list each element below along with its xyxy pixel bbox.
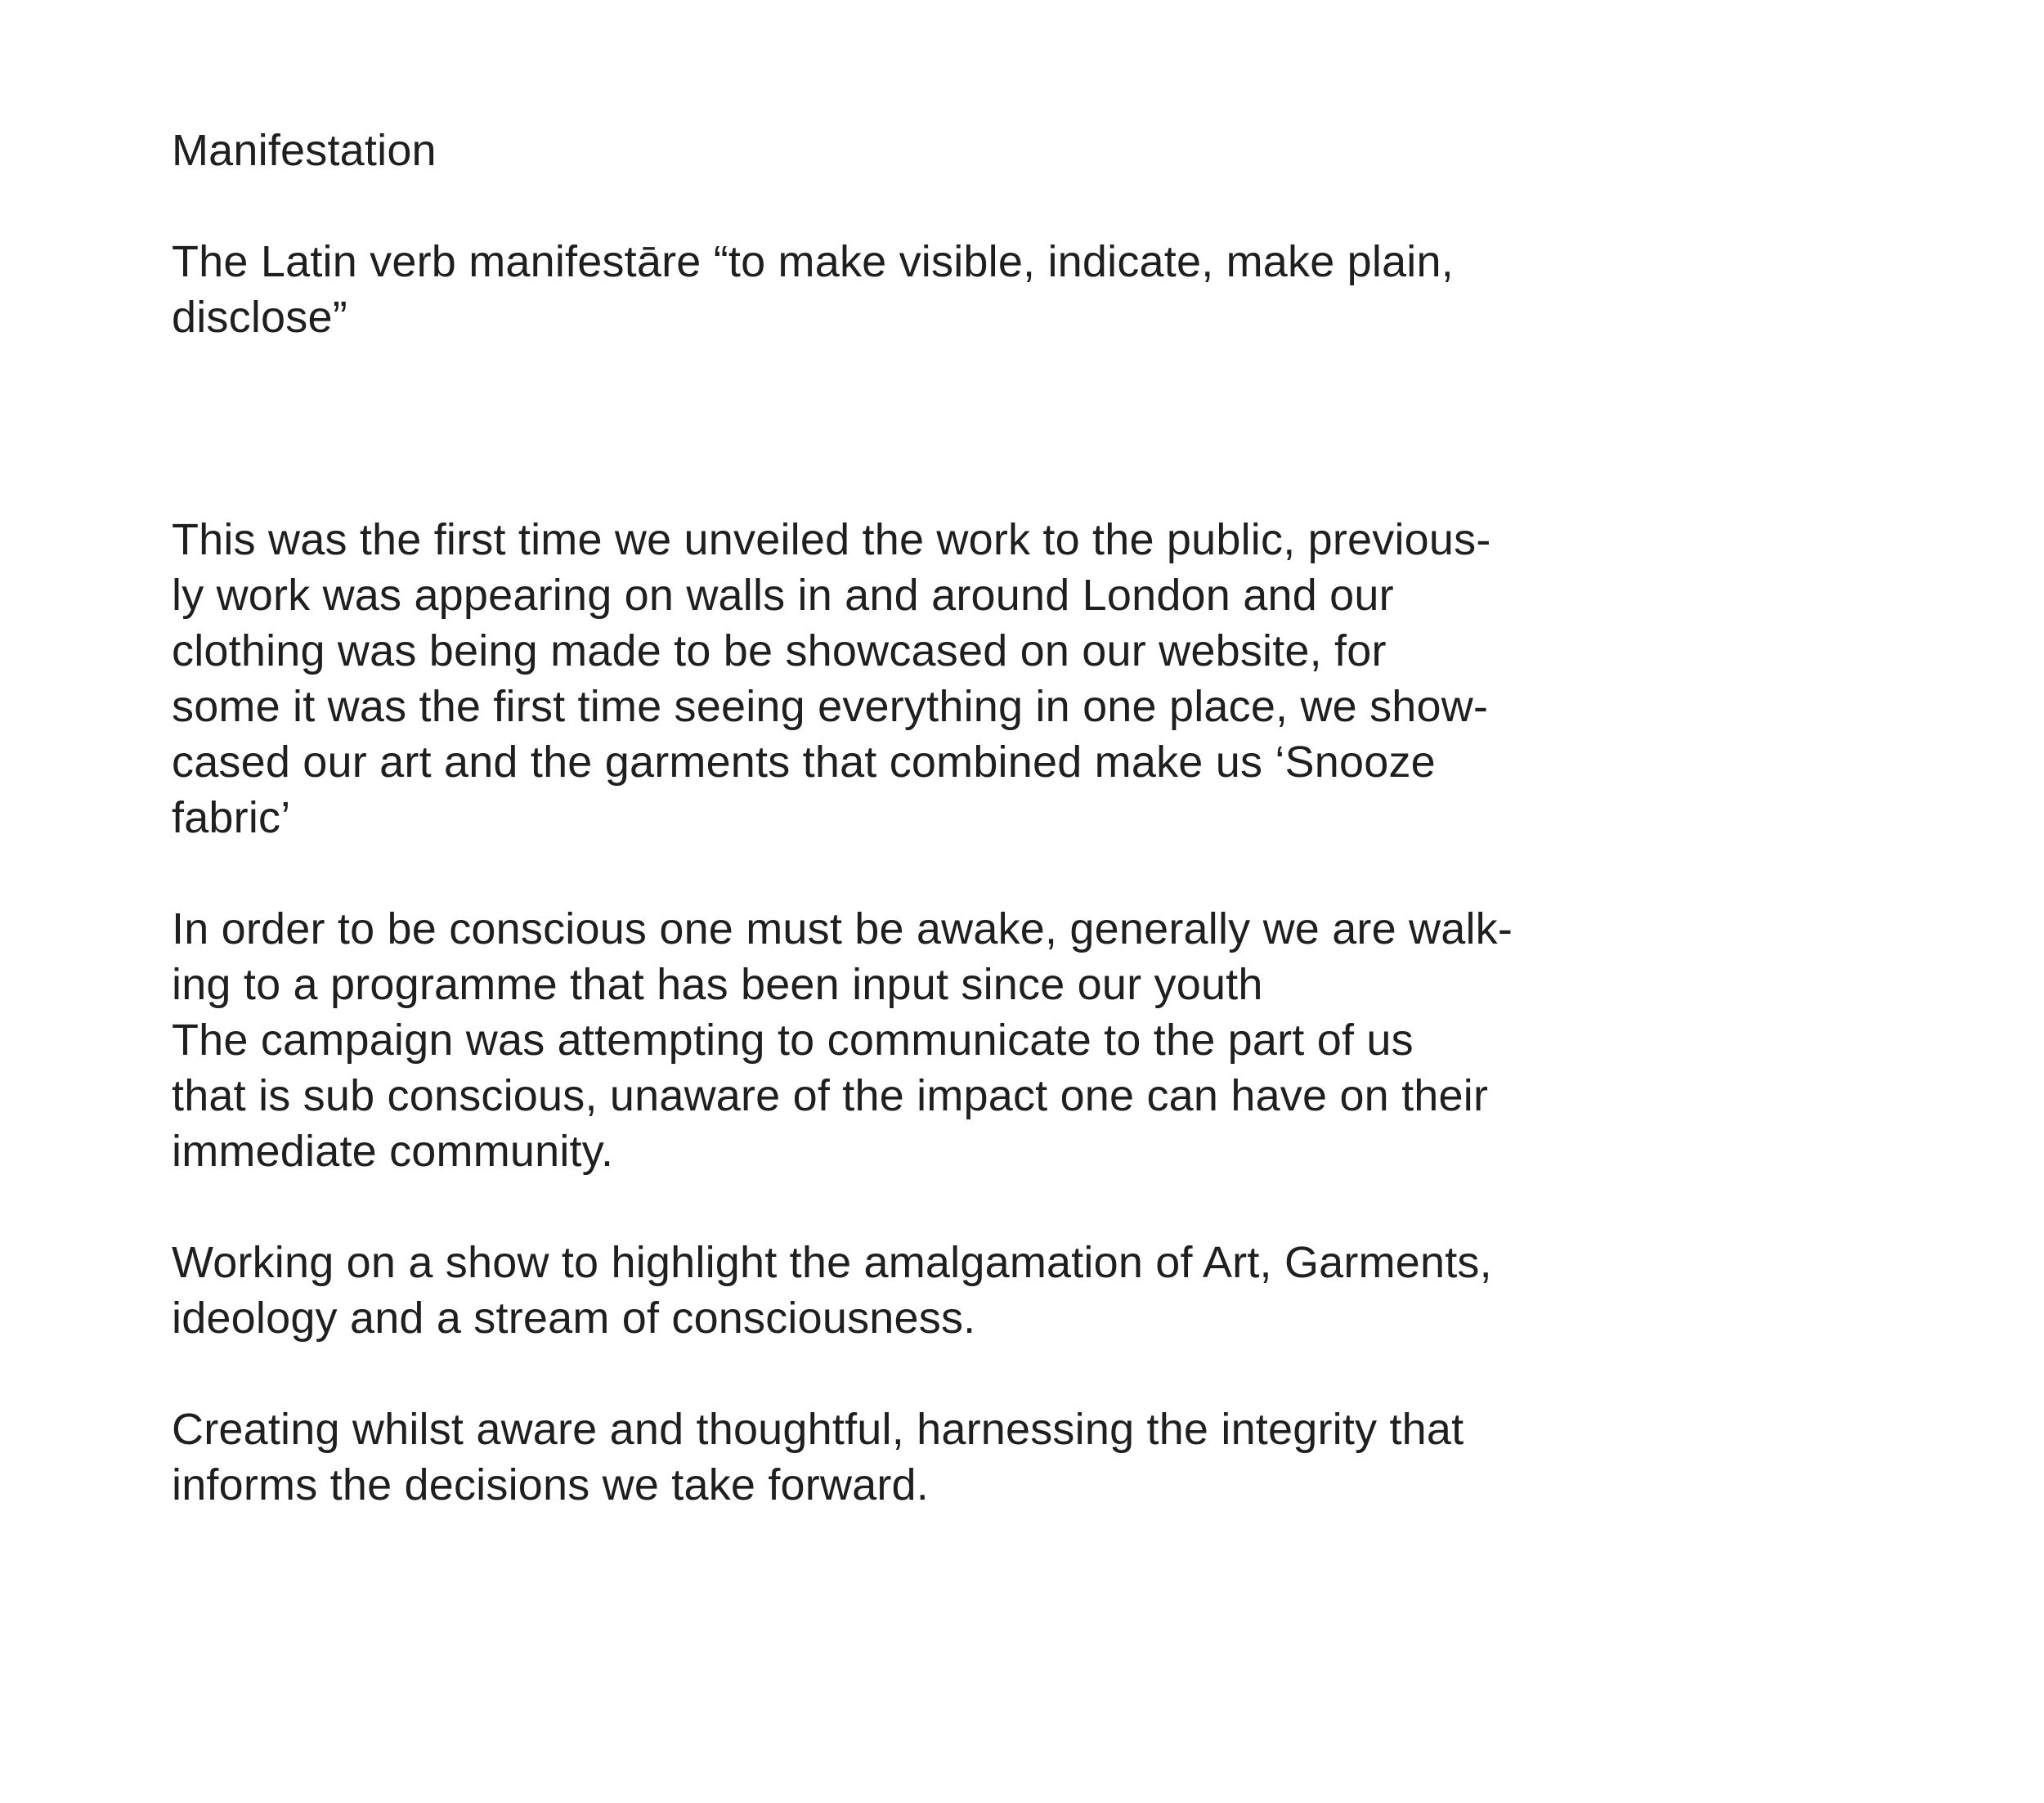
text-column: [172, 123, 1611, 1568]
paragraph-line: ly work was appearing on walls in and around London and our: [172, 571, 1394, 620]
paragraph-line: The campaign was attempting to communicate to the part of us: [172, 1016, 1414, 1065]
paragraph-line: This was the first time we unveiled the work to the public, previous-: [172, 515, 1491, 564]
paragraph-creating: [172, 1402, 1611, 1513]
paragraph-line: that is sub conscious, unaware of the impact one can have on their: [172, 1071, 1489, 1120]
paragraph-line: In order to be conscious one must be awake, generally we are walk-: [172, 904, 1513, 953]
paragraph-line: informs the decisions we take forward.: [172, 1460, 929, 1509]
paragraph-line: Creating whilst aware and thoughtful, harnessing the integrity that: [172, 1405, 1464, 1454]
paragraph-line: some it was the first time seeing everything in one place, we show-: [172, 682, 1489, 731]
paragraph-line: cased our art and the garments that combined make us ‘Snooze: [172, 738, 1436, 787]
etymology-line: disclose”: [172, 293, 347, 342]
paragraph-line: ideology and a stream of consciousness.: [172, 1294, 976, 1343]
paragraph-line: fabric’: [172, 793, 291, 842]
etymology-block: [172, 234, 1611, 345]
etymology-line: The Latin verb manifestāre “to make visible, indicate, make plain,: [172, 237, 1454, 286]
paragraph-line: Working on a show to highlight the amalgamation of Art, Garments,: [172, 1238, 1492, 1287]
paragraph-conscious: [172, 901, 1611, 1179]
paragraph-line: clothing was being made to be showcased on our website, for: [172, 626, 1387, 675]
paragraph-line: ing to a programme that has been input since our youth: [172, 960, 1263, 1009]
paragraph-line: immediate community.: [172, 1127, 614, 1176]
paragraph-show: [172, 1235, 1611, 1346]
document-title: Manifestation: [172, 126, 437, 175]
paragraph-unveiling: [172, 512, 1611, 845]
